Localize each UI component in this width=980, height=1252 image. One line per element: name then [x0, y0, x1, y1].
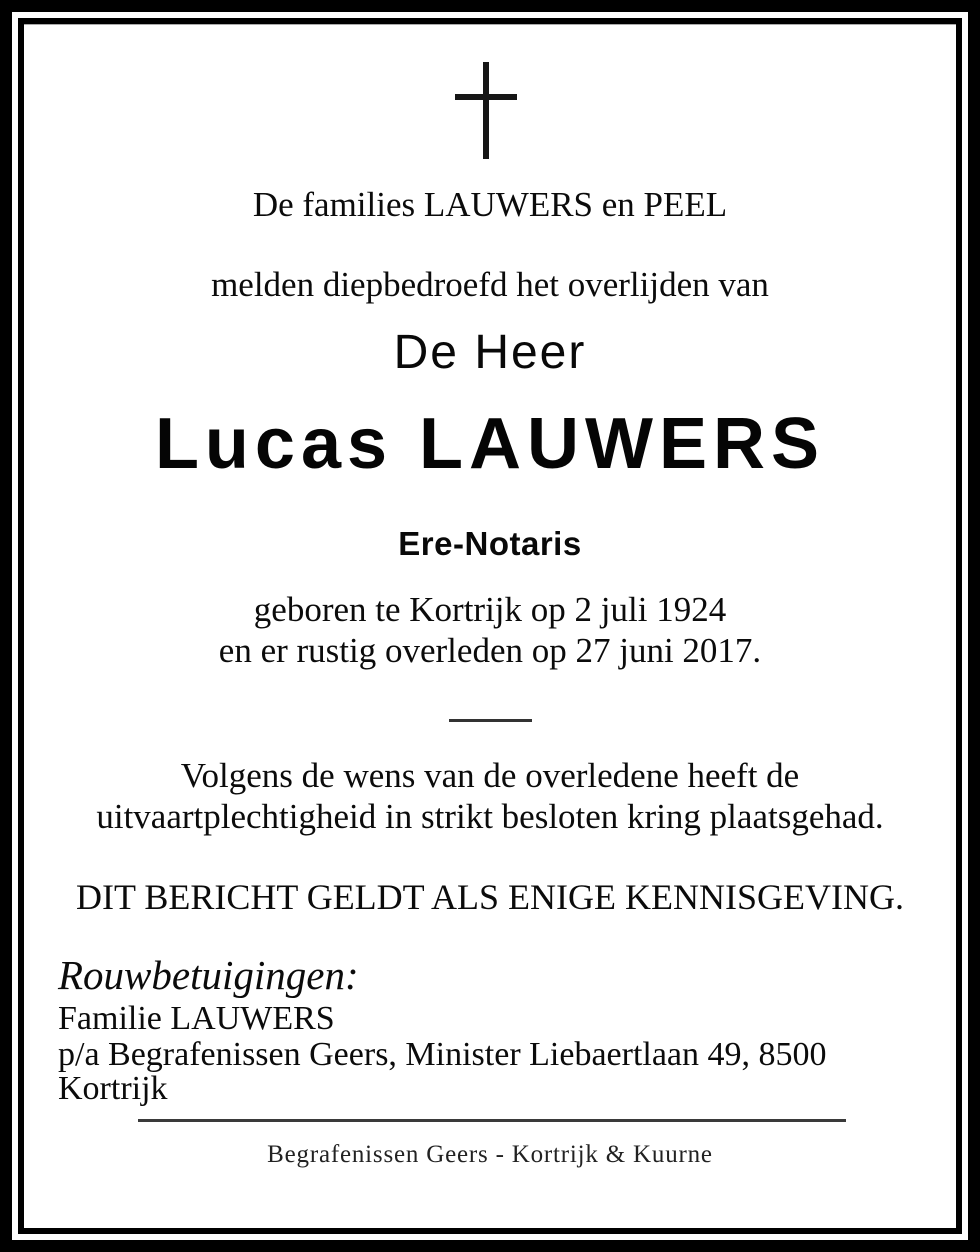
condolences-address: p/a Begrafenissen Geers, Minister Liebaertlaan 49, 8500 Kortrijk: [58, 1036, 827, 1107]
death-line: en er rustig overleden op 27 juni 2017.: [218, 631, 762, 670]
funeral-home-footer: Begrafenissen Geers - Kortrijk & Kuurne: [267, 1141, 713, 1168]
signature-line: [138, 1119, 846, 1122]
wish-line-1: Volgens de wens van de overledene heeft de: [180, 756, 800, 795]
cross-vertical-bar: [483, 62, 489, 159]
birth-line: geboren te Kortrijk op 2 juli 1924: [253, 590, 727, 629]
condolences-label: Rouwbetuigingen:: [58, 952, 359, 998]
honorific-title: Ere-Notaris: [398, 525, 582, 562]
cross-horizontal-bar: [455, 94, 517, 100]
latin-cross-icon: [455, 62, 517, 159]
deceased-name: Lucas LAUWERS: [154, 404, 826, 484]
short-divider-line: [449, 719, 532, 722]
funeral-wish-block: [0, 755, 980, 837]
sole-notice-line: DIT BERICHT GELDT ALS ENIGE KENNISGEVING.: [76, 877, 904, 917]
announcement-line: melden diepbedroefd het overlijden van: [211, 265, 769, 304]
wish-line-2: uitvaartplechtigheid in strikt besloten kring plaatsgehad.: [96, 797, 884, 836]
birth-death-block: [0, 589, 980, 671]
families-line: De families LAUWERS en PEEL: [252, 185, 728, 224]
salutation: De Heer: [393, 326, 587, 379]
condolences-family: Familie LAUWERS: [58, 1000, 335, 1037]
